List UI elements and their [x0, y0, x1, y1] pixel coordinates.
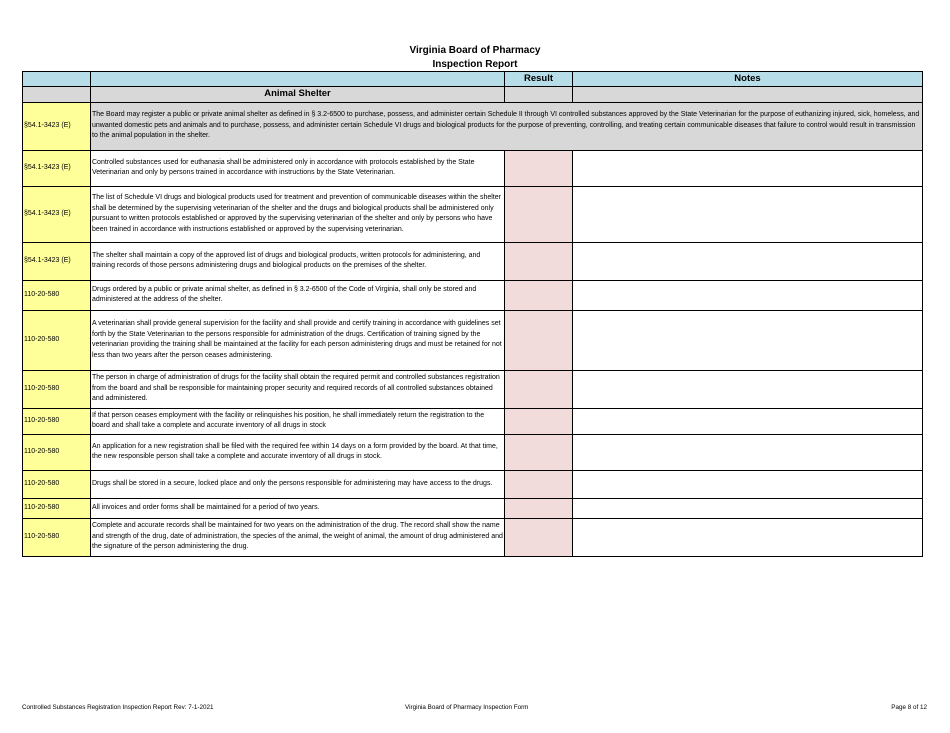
- requirement-row: [23, 434, 923, 470]
- requirement-code: §54.1-3423 (E): [23, 150, 91, 186]
- result-cell[interactable]: [505, 150, 573, 186]
- result-cell[interactable]: [505, 498, 573, 518]
- column-header-notes: Notes: [573, 72, 923, 87]
- result-cell[interactable]: [505, 370, 573, 408]
- result-cell[interactable]: [505, 242, 573, 280]
- requirement-row: [23, 498, 923, 518]
- notes-cell[interactable]: [573, 186, 923, 242]
- footer-form-name: Virginia Board of Pharmacy Inspection Form: [405, 704, 529, 711]
- section-title: Animal Shelter: [91, 87, 505, 102]
- result-cell[interactable]: [505, 470, 573, 498]
- requirement-text: If that person ceases employment with the facility or relinquishes his position, he shall immediately return the registration to the board and shall take a complete and accurate inventory of all drugs in stock: [91, 408, 505, 434]
- result-cell[interactable]: [505, 186, 573, 242]
- requirement-row: [23, 370, 923, 408]
- notes-cell[interactable]: [573, 242, 923, 280]
- footer-page-number: Page 8 of 12: [891, 704, 927, 711]
- notes-cell[interactable]: [573, 470, 923, 498]
- notes-cell[interactable]: [573, 310, 923, 370]
- notes-cell[interactable]: [573, 150, 923, 186]
- requirement-text: All invoices and order forms shall be maintained for a period of two years.: [91, 498, 505, 518]
- requirement-text: Complete and accurate records shall be maintained for two years on the administration of the drug. The record shall show the name and strength of the drug, date of administration, the species of the animal, the weight of animal, the amount of drug administered and the signature of the person administering the drug.: [91, 518, 505, 556]
- requirement-code: 110-20-580: [23, 408, 91, 434]
- requirement-code: 110-20-580: [23, 370, 91, 408]
- result-cell[interactable]: [505, 434, 573, 470]
- intro-row: [23, 102, 923, 150]
- section-header-row: [23, 87, 923, 102]
- requirement-row: [23, 242, 923, 280]
- requirement-row: [23, 470, 923, 498]
- requirement-text: The list of Schedule VI drugs and biological products used for treatment and prevention of communicable diseases within the shelter shall be determined by the supervising veterinarian of the shelter and the drugs and biological products shall be administered only pursuant to written protocols established or approved by the supervising veterinarian of the shelter and only by persons who have been trained in accordance with instructions established or approved by the supervising veterinarian.: [91, 186, 505, 242]
- notes-cell[interactable]: [573, 370, 923, 408]
- column-header-description: [91, 72, 505, 87]
- document-subtitle: Inspection Report: [432, 59, 518, 70]
- column-header-row: [23, 72, 923, 87]
- inspection-table: [22, 71, 923, 557]
- column-header-code: [23, 72, 91, 87]
- requirement-code: 110-20-580: [23, 470, 91, 498]
- notes-cell[interactable]: [573, 408, 923, 434]
- requirement-row: [23, 150, 923, 186]
- requirement-row: [23, 408, 923, 434]
- requirement-row: [23, 310, 923, 370]
- requirement-code: 110-20-580: [23, 280, 91, 310]
- requirement-row: [23, 280, 923, 310]
- notes-cell[interactable]: [573, 434, 923, 470]
- requirement-code: §54.1-3423 (E): [23, 186, 91, 242]
- requirement-code: 110-20-580: [23, 310, 91, 370]
- requirement-code: §54.1-3423 (E): [23, 242, 91, 280]
- document-title: Virginia Board of Pharmacy: [409, 45, 541, 56]
- requirement-row: [23, 518, 923, 556]
- requirement-code: 110-20-580: [23, 498, 91, 518]
- requirement-text: Controlled substances used for euthanasia shall be administered only in accordance with protocols established by the State Veterinarian and only by persons trained in accordance with instructions by the State Veterinarian.: [91, 150, 505, 186]
- requirement-text: An application for a new registration shall be filed with the required fee within 14 days on a form provided by the board. At that time, the new responsible person shall take a complete and accurate inventory of all drugs in stock.: [91, 434, 505, 470]
- result-cell[interactable]: [505, 280, 573, 310]
- requirement-code: 110-20-580: [23, 518, 91, 556]
- notes-cell[interactable]: [573, 518, 923, 556]
- intro-code: §54.1-3423 (E): [23, 102, 91, 150]
- result-cell[interactable]: [505, 408, 573, 434]
- notes-cell[interactable]: [573, 498, 923, 518]
- requirement-text: A veterinarian shall provide general supervision for the facility and shall provide and certify training in accordance with guidelines set forth by the State Veterinarian to the persons responsible for administration of the drugs. Certification of training signed by the veterinarian providing the training shall be maintained at the facility for each person administering drugs and must be retained for not less than two years after the person ceases administering.: [91, 310, 505, 370]
- requirement-text: Drugs shall be stored in a secure, locked place and only the persons responsible for administering may have access to the drugs.: [91, 470, 505, 498]
- requirement-text: Drugs ordered by a public or private animal shelter, as defined in § 3.2-6500 of the Code of Virginia, shall only be stored and administered at the address of the shelter.: [91, 280, 505, 310]
- intro-text: The Board may register a public or private animal shelter as defined in § 3.2-6500 to purchase, possess, and administer certain Schedule II through VI controlled substances approved by the State Veterinarian for the purpose of euthanizing injured, sick, homeless, and unwanted domestic pets and animals and to purchase, possess, and administer certain Schedule VI drugs and biological products for the purpose of preventing, controlling, and treating certain communicable diseases that failure to control would result in transmission to the animal population in the shelter.: [91, 102, 923, 150]
- result-cell[interactable]: [505, 518, 573, 556]
- column-header-result: Result: [505, 72, 573, 87]
- notes-cell[interactable]: [573, 280, 923, 310]
- result-cell[interactable]: [505, 310, 573, 370]
- requirement-code: 110-20-580: [23, 434, 91, 470]
- requirement-text: The shelter shall maintain a copy of the approved list of drugs and biological products, written protocols for administering, and training records of those persons administering drugs and biological products on the premises of the shelter.: [91, 242, 505, 280]
- requirement-text: The person in charge of administration of drugs for the facility shall obtain the required permit and controlled substances registration from the board and shall be responsible for maintaining proper security and required records of all controlled substances obtained and administered.: [91, 370, 505, 408]
- requirement-row: [23, 186, 923, 242]
- footer-revision: Controlled Substances Registration Inspection Report Rev: 7-1-2021: [22, 704, 214, 711]
